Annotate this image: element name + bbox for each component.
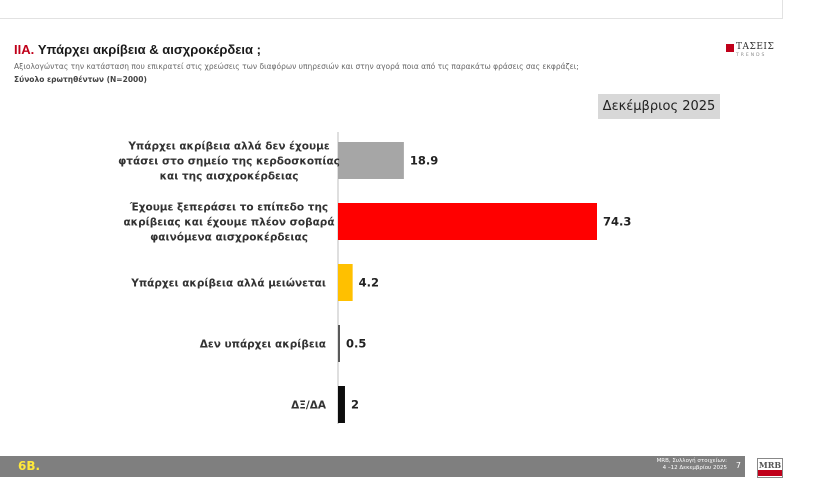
bar-chart bbox=[0, 128, 820, 428]
mrb-logo-text: MRB bbox=[758, 460, 782, 470]
value-label-2: 4.2 bbox=[358, 275, 380, 290]
logo-sub: TRENDS bbox=[736, 53, 767, 58]
category-label-1-1: ακρίβειας και έχουμε πλέον σοβαρά bbox=[123, 216, 335, 229]
bar-4 bbox=[338, 386, 345, 423]
footer-info bbox=[657, 458, 727, 472]
question-title: Υπάρχει ακρίβεια & αισχροκέρδεια ; bbox=[37, 42, 261, 57]
logo-mark-icon bbox=[726, 44, 734, 52]
top-frame bbox=[0, 0, 783, 19]
category-label-0-0: Υπάρχει ακρίβεια αλλά δεν έχουμε bbox=[128, 140, 330, 153]
period-badge: Δεκέμβριος 2025 bbox=[598, 94, 720, 119]
mrb-logo bbox=[757, 458, 783, 478]
question-code: IIA. bbox=[14, 42, 35, 57]
category-label-3-0: Δεν υπάρχει ακρίβεια bbox=[199, 338, 326, 351]
sample-size: Σύνολο ερωτηθέντων (N=2000) bbox=[14, 75, 147, 84]
bar-1 bbox=[338, 203, 597, 240]
category-label-2-0: Υπάρχει ακρίβεια αλλά μειώνεται bbox=[131, 277, 326, 290]
footer-code: 6B. bbox=[18, 459, 41, 473]
value-label-4: 2 bbox=[350, 397, 359, 412]
footer-bar bbox=[0, 456, 745, 477]
bar-3 bbox=[338, 325, 340, 362]
footer-info-line2: 4 –12 Δεκεμβρίου 2025 bbox=[662, 465, 727, 471]
category-label-1-2: φαινόμενα αισχροκέρδειας bbox=[150, 231, 308, 244]
mrb-logo-band bbox=[758, 470, 782, 476]
category-label-0-1: φτάσει στο σημείο της κερδοσκοπίας bbox=[118, 155, 340, 168]
logo-word: ΤΑΣΕΙΣ bbox=[736, 42, 775, 52]
page-number: 7 bbox=[735, 461, 741, 470]
bar-0 bbox=[338, 142, 404, 179]
value-label-1: 74.3 bbox=[603, 214, 632, 229]
category-label-4-0: ΔΞ/ΔΑ bbox=[291, 399, 326, 412]
category-label-0-2: και της αισχροκέρδειας bbox=[159, 170, 299, 183]
chart-title bbox=[14, 42, 261, 57]
value-label-0: 18.9 bbox=[409, 153, 439, 168]
category-label-1-0: Έχουμε ξεπεράσει το επίπεδο της bbox=[129, 201, 329, 214]
question-subtitle: Αξιολογώντας την κατάσταση που επικρατεί στις χρεώσεις των διαφόρων υπηρεσιών και στην αγορά ποια από τις παρακάτω φράσεις σας εκφράζει; bbox=[14, 62, 579, 71]
value-label-3: 0.5 bbox=[346, 336, 367, 351]
footer-info-line1: MRB, Συλλογή στοιχείων: bbox=[656, 458, 727, 464]
bar-2 bbox=[338, 264, 353, 301]
taseis-logo bbox=[726, 42, 776, 62]
